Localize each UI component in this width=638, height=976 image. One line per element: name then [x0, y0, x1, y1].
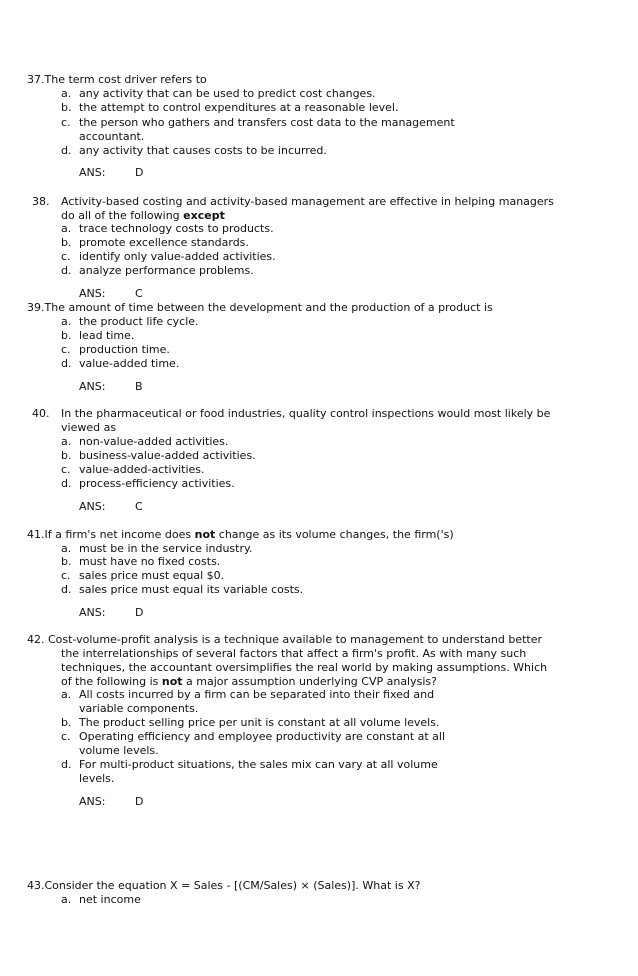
- option-text: sales price must equal $0.: [79, 569, 225, 582]
- question-38-stem-continued: do all of the following except: [61, 209, 225, 222]
- answer-value: D: [135, 166, 144, 179]
- option-text: trace technology costs to products.: [79, 222, 274, 235]
- option-text: promote excellence standards.: [79, 236, 249, 249]
- option-letter: a.: [61, 435, 72, 448]
- answer-value: D: [135, 795, 144, 808]
- answer-label: ANS:: [79, 500, 106, 513]
- option-text: must be in the service industry.: [79, 542, 253, 555]
- answer-label: ANS:: [79, 287, 106, 300]
- option-text-continued: accountant.: [79, 130, 145, 143]
- question-43-stem: 43.Consider the equation X = Sales - [(CM/Sales) × (Sales)]. What is X?: [27, 879, 421, 892]
- answer-label: ANS:: [79, 795, 106, 808]
- option-letter: a.: [61, 87, 72, 100]
- option-letter: b.: [61, 329, 72, 342]
- option-text: value-added-activities.: [79, 463, 205, 476]
- option-text: The product selling price per unit is constant at all volume levels.: [79, 716, 440, 729]
- answer-label: ANS:: [79, 606, 106, 619]
- option-text: any activity that can be used to predict cost changes.: [79, 87, 376, 100]
- option-letter: c.: [61, 463, 71, 476]
- question-42-stem-continued: the interrelationships of several factors that affect a firm's profit. As with many such: [61, 647, 527, 660]
- question-42-stem-continued: techniques, the accountant oversimplifies the real world by making assumptions. Which: [61, 661, 548, 674]
- option-letter: b.: [61, 555, 72, 568]
- option-text: the person who gathers and transfers cost data to the management: [79, 116, 455, 129]
- option-text: business-value-added activities.: [79, 449, 256, 462]
- option-text: production time.: [79, 343, 170, 356]
- answer-value: C: [135, 500, 143, 513]
- option-letter: d.: [61, 477, 72, 490]
- question-40-stem: In the pharmaceutical or food industries, quality control inspections would most likely be: [61, 407, 551, 420]
- option-letter: c.: [61, 730, 71, 743]
- option-text: For multi-product situations, the sales mix can vary at all volume: [79, 758, 438, 771]
- option-letter: c.: [61, 250, 71, 263]
- question-40-stem-continued: viewed as: [61, 421, 117, 434]
- question-39-stem: 39.The amount of time between the development and the production of a product is: [27, 301, 493, 314]
- question-38-stem: Activity-based costing and activity-based management are effective in helping managers: [61, 195, 554, 208]
- option-letter: d.: [61, 144, 72, 157]
- option-text: identify only value-added activities.: [79, 250, 276, 263]
- answer-value: C: [135, 287, 143, 300]
- option-text: value-added time.: [79, 357, 180, 370]
- option-letter: c.: [61, 343, 71, 356]
- option-letter: a.: [61, 542, 72, 555]
- option-letter: a.: [61, 315, 72, 328]
- option-text: net income: [79, 893, 141, 906]
- option-letter: d.: [61, 758, 72, 771]
- option-text-continued: levels.: [79, 772, 115, 785]
- option-text-continued: volume levels.: [79, 744, 159, 757]
- option-letter: b.: [61, 236, 72, 249]
- answer-value: D: [135, 606, 144, 619]
- option-letter: a.: [61, 688, 72, 701]
- option-text: sales price must equal its variable costs.: [79, 583, 304, 596]
- option-letter: c.: [61, 569, 71, 582]
- answer-label: ANS:: [79, 166, 106, 179]
- option-text: lead time.: [79, 329, 135, 342]
- answer-label: ANS:: [79, 380, 106, 393]
- option-text: non-value-added activities.: [79, 435, 229, 448]
- option-letter: b.: [61, 101, 72, 114]
- option-text: process-efficiency activities.: [79, 477, 235, 490]
- option-letter: d.: [61, 583, 72, 596]
- option-text: the attempt to control expenditures at a reasonable level.: [79, 101, 399, 114]
- option-letter: d.: [61, 264, 72, 277]
- option-letter: a.: [61, 893, 72, 906]
- question-40-number: 40.: [32, 407, 50, 420]
- option-text: analyze performance problems.: [79, 264, 254, 277]
- answer-value: B: [135, 380, 143, 393]
- question-41-stem: 41.If a firm's net income does not change as its volume changes, the firm('s): [27, 528, 454, 541]
- question-42-stem: 42. Cost-volume-profit analysis is a technique available to management to understand better: [27, 633, 543, 646]
- option-text: Operating efficiency and employee productivity are constant at all: [79, 730, 446, 743]
- option-letter: b.: [61, 716, 72, 729]
- question-38-number: 38.: [32, 195, 50, 208]
- option-text: All costs incurred by a firm can be separated into their fixed and: [79, 688, 435, 701]
- option-letter: a.: [61, 222, 72, 235]
- option-text: must have no fixed costs.: [79, 555, 221, 568]
- option-text-continued: variable components.: [79, 702, 199, 715]
- question-37-stem: 37.The term cost driver refers to: [27, 73, 207, 86]
- option-letter: b.: [61, 449, 72, 462]
- option-text: any activity that causes costs to be incurred.: [79, 144, 327, 157]
- option-letter: d.: [61, 357, 72, 370]
- question-42-stem-continued: of the following is not a major assumption underlying CVP analysis?: [61, 675, 437, 688]
- option-letter: c.: [61, 116, 71, 129]
- option-text: the product life cycle.: [79, 315, 199, 328]
